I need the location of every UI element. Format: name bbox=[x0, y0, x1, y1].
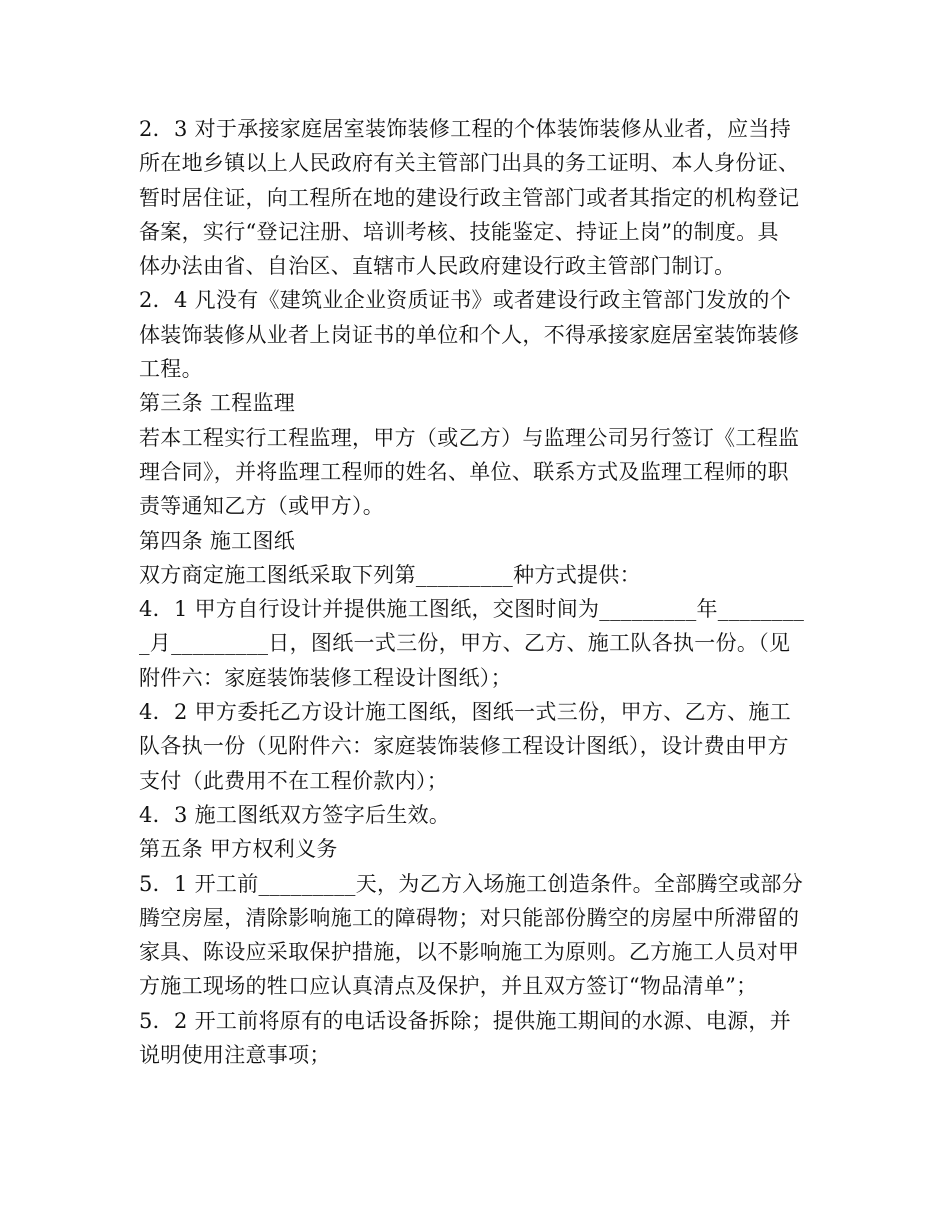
text-line: 家具、陈设应采取保护措施，以不影响施工为原则。乙方施工人员对甲 bbox=[139, 940, 800, 965]
text-line: 双方商定施工图纸采取下列第_________种方式提供： bbox=[139, 562, 641, 587]
text-line: 责等通知乙方（或甲方）。 bbox=[139, 494, 385, 519]
text-line: 2．3 对于承接家庭居室装饰装修工程的个体装饰装修从业者，应当持 bbox=[139, 117, 791, 141]
section-heading: 第四条 施工图纸 bbox=[139, 528, 296, 553]
text-line: 体办法由省、自治区、直辖市人民政府建设行政主管部门制订。 bbox=[139, 254, 736, 279]
document-body bbox=[139, 112, 815, 1072]
text-line: 队各执一份（见附件六：家庭装饰装修工程设计图纸），设计费由甲方 bbox=[139, 734, 789, 759]
section-heading: 第五条 甲方权利义务 bbox=[139, 837, 338, 862]
text-line: 体装饰装修从业者上岗证书的单位和个人，不得承接家庭居室装饰装修 bbox=[139, 322, 800, 347]
text-line: 理合同》，并将监理工程师的姓名、单位、联系方式及监理工程师的职 bbox=[139, 459, 789, 484]
text-line: 4．1 甲方自行设计并提供施工图纸，交图时间为_________年________ bbox=[139, 597, 805, 622]
text-line: 若本工程实行工程监理，甲方（或乙方）与监理公司另行签订《工程监 bbox=[139, 425, 800, 450]
text-line: _月_________日，图纸一式三份，甲方、乙方、施工队各执一份。（见 bbox=[139, 631, 791, 656]
text-line: 4．2 甲方委托乙方设计施工图纸，图纸一式三份，甲方、乙方、施工 bbox=[139, 700, 791, 725]
text-line: 5．1 开工前_________天，为乙方入场施工创造条件。全部腾空或部分 bbox=[139, 871, 803, 896]
text-line: 工程。 bbox=[139, 357, 203, 382]
text-line: 备案，实行“登记注册、培训考核、技能鉴定、持证上岗”的制度。具 bbox=[139, 219, 779, 244]
text-line: 附件六：家庭装饰装修工程设计图纸）； bbox=[139, 665, 512, 690]
text-line: 暂时居住证，向工程所在地的建设行政主管部门或者其指定的机构登记 bbox=[139, 185, 800, 210]
text-line: 4．3 施工图纸双方签字后生效。 bbox=[139, 802, 451, 827]
text-line: 腾空房屋，清除影响施工的障碍物；对只能部份腾空的房屋中所滞留的 bbox=[139, 905, 800, 930]
section-heading: 第三条 工程监理 bbox=[139, 391, 296, 416]
text-line: 支付（此费用不在工程价款内）； bbox=[139, 768, 448, 793]
text-line: 2．4 凡没有《建筑业企业资质证书》或者建设行政主管部门发放的个 bbox=[139, 288, 791, 313]
text-line: 所在地乡镇以上人民政府有关主管部门出具的务工证明、本人身份证、 bbox=[139, 151, 800, 176]
text-line: 说明使用注意事项； bbox=[139, 1043, 331, 1068]
text-line: 5．2 开工前将原有的电话设备拆除；提供施工期间的水源、电源，并 bbox=[139, 1008, 791, 1033]
text-line: 方施工现场的牲口应认真清点及保护，并且双方签订“物品清单”； bbox=[139, 974, 758, 999]
